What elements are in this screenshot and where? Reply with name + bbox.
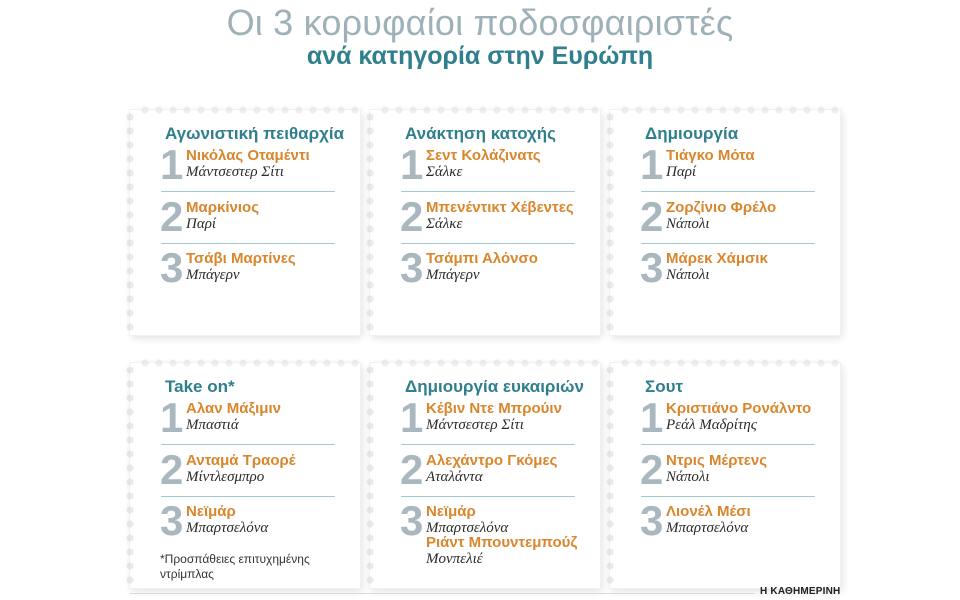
- player-name: Αλεχάντρο Γκόμες: [426, 452, 558, 469]
- player-name: Νικόλας Οταμέντι: [186, 147, 310, 164]
- rank-number: 2: [160, 193, 184, 240]
- player-name: Ντρις Μέρτενς: [666, 452, 768, 469]
- player-name: Μάρεκ Χάμσικ: [666, 250, 768, 267]
- category-title: Δημιουργία: [645, 124, 739, 143]
- category-title: Αγωνιστική πειθαρχία: [165, 124, 345, 143]
- club-name: Μπάγερν: [186, 267, 240, 283]
- divider: [161, 191, 335, 192]
- rank-number: 1: [160, 141, 184, 188]
- divider: [161, 496, 335, 497]
- club-name: Σάλκε: [426, 164, 463, 180]
- category-card: [370, 363, 600, 588]
- ranking-entry: [160, 244, 335, 295]
- player-name: Τσάμπι Αλόνσο: [426, 250, 538, 267]
- rank-number: 3: [640, 497, 664, 544]
- rank-number: 3: [160, 244, 184, 291]
- ranking-entry: [160, 394, 335, 445]
- player-name: Μαρκίνιος: [186, 199, 260, 216]
- divider: [401, 496, 575, 497]
- rank-number: 2: [160, 446, 184, 493]
- club-name-second: Μονπελιέ: [426, 551, 483, 567]
- ranking-entry: [640, 497, 815, 548]
- club-name: Παρί: [186, 216, 217, 232]
- ranking-entry: [160, 193, 335, 244]
- ranking-entry: [640, 446, 815, 497]
- player-name: Νεϊμάρ: [186, 503, 236, 520]
- category-title: Ανάκτηση κατοχής: [405, 124, 556, 143]
- rank-number: 3: [160, 497, 184, 544]
- publisher-credit: Η ΚΑΘΗΜΕΡΙΝΗ: [760, 586, 841, 597]
- divider: [401, 191, 575, 192]
- club-name: Ρεάλ Μαδρίτης: [666, 417, 757, 433]
- ranking-entry: [400, 193, 575, 244]
- rank-number: 1: [640, 394, 664, 441]
- club-name: Μπαρτσελόνα: [186, 520, 269, 536]
- club-name: Μπαρτσελόνα: [666, 520, 749, 536]
- ranking-entry: [640, 394, 815, 445]
- club-name: Σάλκε: [426, 216, 463, 232]
- player-name-second: Ριάντ Μπουντεμπούζ: [426, 534, 578, 551]
- club-name: Μίντλεσμπρο: [186, 469, 265, 485]
- club-name: Μπαστιά: [186, 417, 239, 433]
- category-card: [610, 363, 840, 588]
- ranking-entry: [400, 394, 575, 445]
- player-name: Κριστιάνο Ρονάλντο: [666, 400, 812, 417]
- player-name: Τσάβι Μαρτίνες: [186, 250, 296, 267]
- ranking-entry: [400, 497, 578, 567]
- divider: [641, 243, 815, 244]
- rank-number: 2: [400, 446, 424, 493]
- rank-number: 1: [400, 394, 424, 441]
- club-name: Νάπολι: [666, 216, 710, 232]
- rank-number: 2: [640, 193, 664, 240]
- category-card: [130, 110, 360, 335]
- player-name: Τιάγκο Μότα: [666, 147, 755, 164]
- ranking-entry: [400, 244, 575, 295]
- rank-number: 1: [400, 141, 424, 188]
- player-name: Αλαν Μάξιμιν: [186, 400, 281, 417]
- player-name: Ανταμά Τραορέ: [186, 452, 296, 469]
- footnote: *Προσπάθειες επιτυχημένης ντρίμπλας: [160, 552, 310, 581]
- player-name: Μπενέντικτ Χέβεντες: [426, 199, 574, 216]
- rank-number: 3: [640, 244, 664, 291]
- player-name: Κέβιν Ντε Μπρούιν: [426, 400, 562, 417]
- page-subtitle: ανά κατηγορία στην Ευρώπη: [306, 42, 654, 70]
- divider: [401, 444, 575, 445]
- category-title: Take on*: [165, 377, 235, 396]
- club-name: Νάπολι: [666, 267, 710, 283]
- divider: [641, 444, 815, 445]
- divider: [641, 496, 815, 497]
- ranking-entry: [640, 193, 815, 244]
- club-name: Παρί: [666, 164, 697, 180]
- rank-number: 3: [400, 497, 424, 544]
- club-name: Νάπολι: [666, 469, 710, 485]
- divider: [641, 191, 815, 192]
- ranking-entry: [640, 141, 815, 192]
- category-card: [370, 110, 600, 335]
- rank-number: 2: [400, 193, 424, 240]
- club-name: Μπαρτσελόνα: [426, 520, 509, 536]
- player-name: Νεϊμάρ: [426, 503, 476, 520]
- category-title: Δημιουργία ευκαιριών: [405, 377, 584, 396]
- rank-number: 2: [640, 446, 664, 493]
- footer-divider: [130, 593, 755, 594]
- ranking-entry: [640, 244, 815, 295]
- ranking-entry: [160, 497, 335, 548]
- ranking-entry: [160, 446, 335, 497]
- rank-number: 1: [640, 141, 664, 188]
- player-name: Λιονέλ Μέσι: [666, 503, 751, 520]
- ranking-entry: [160, 141, 335, 192]
- category-title: Σουτ: [645, 377, 684, 396]
- divider: [401, 243, 575, 244]
- club-name: Μάντσεστερ Σίτι: [426, 417, 524, 433]
- rank-number: 1: [160, 394, 184, 441]
- ranking-entry: [400, 446, 575, 497]
- divider: [161, 444, 335, 445]
- club-name: Μάντσεστερ Σίτι: [186, 164, 284, 180]
- rank-number: 3: [400, 244, 424, 291]
- player-name: Ζορζίνιο Φρέλο: [666, 199, 777, 216]
- category-card: [610, 110, 840, 335]
- club-name: Μπάγερν: [426, 267, 480, 283]
- player-name: Σεντ Κολάζινατς: [426, 147, 541, 164]
- club-name: Αταλάντα: [426, 469, 483, 485]
- ranking-entry: [400, 141, 575, 192]
- page-title: Οι 3 κορυφαίοι ποδοσφαιριστές: [226, 2, 734, 43]
- divider: [161, 243, 335, 244]
